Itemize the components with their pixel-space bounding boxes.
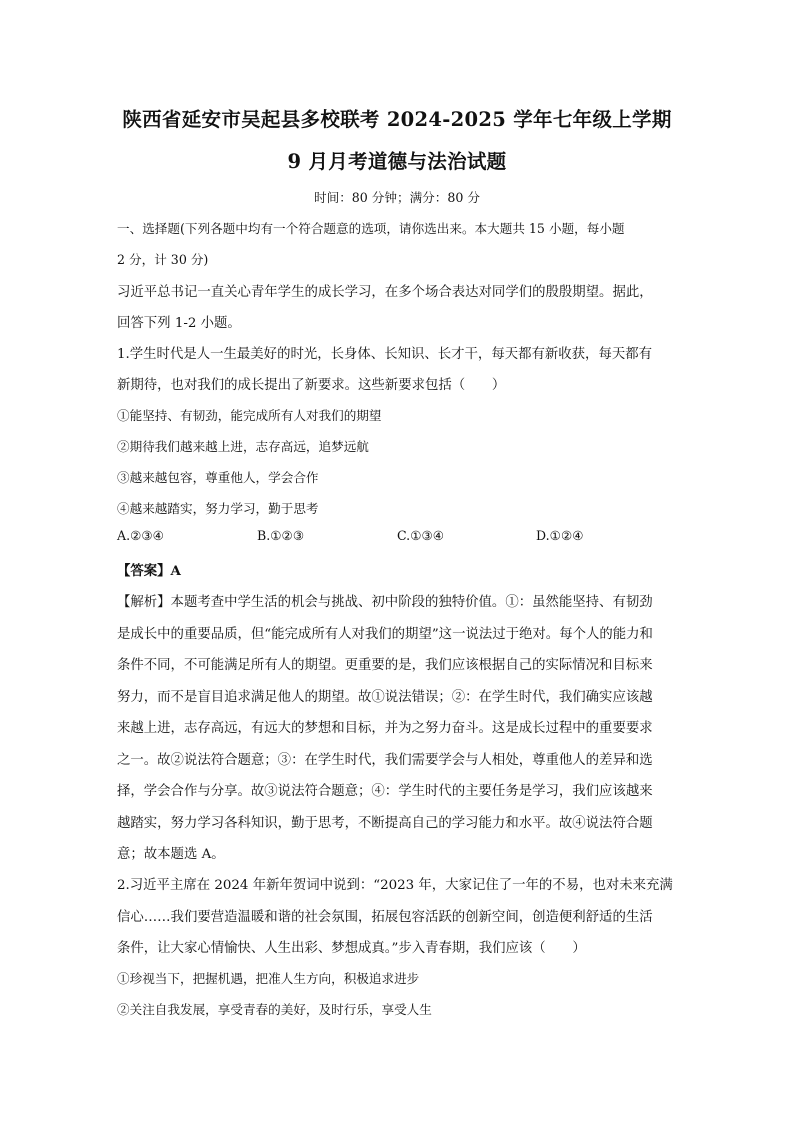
question-1-analysis-line: 努力，而不是盲目追求满足他人的期望。故①说法错误；②：在学生时代，我们确实应该越 (117, 690, 653, 705)
question-1-item: ④越来越踏实，努力学习，勤于思考 (117, 501, 319, 516)
section-heading: 一、选择题(下列各题中均有一个符合题意的选项，请你选出来。本大题共 15 小题，每小题 (117, 221, 625, 236)
option-d: D.①②④ (536, 528, 584, 543)
question-1-stem-cont: 新期待，也对我们的成长提出了新要求。这些新要求包括（ ） (117, 378, 506, 393)
question-1-options (0, 528, 794, 548)
question-1-analysis-line: 择，学会合作与分享。故③说法符合题意；④：学生时代的主要任务是学习，我们应该越来 (117, 784, 653, 799)
option-b: B.①②③ (257, 528, 305, 543)
question-1-stem: 1.学生时代是人一生最美好的时光，长身体、长知识、长才干，每天都有新收获，每天都有 (117, 347, 653, 362)
question-1-analysis-line: 之一。故②说法符合题意；③：在学生时代，我们需要学会与人相处，尊重他人的差异和选 (117, 753, 653, 768)
option-c: C.①③④ (397, 528, 445, 543)
exam-title-line-2: 9 月月考道德与法治试题 (287, 150, 507, 173)
material-text-cont: 回答下列 1-2 小题。 (117, 316, 241, 331)
question-1-item: ③越来越包容，尊重他人，学会合作 (117, 470, 319, 485)
question-2-stem-cont: 条件，让大家心情愉快、人生出彩、梦想成真。”步入青春期，我们应该（ ） (117, 941, 586, 956)
material-text: 习近平总书记一直关心青年学生的成长学习，在多个场合表达对同学们的殷殷期望。据此， (117, 285, 653, 300)
question-1-item: ①能坚持、有韧劲，能完成所有人对我们的期望 (117, 408, 382, 423)
exam-meta: 时间：80 分钟；满分：80 分 (314, 190, 480, 205)
exam-title-line-1: 陕西省延安市吴起县多校联考 2024-2025 学年七年级上学期 (122, 108, 672, 131)
question-1-analysis-line: 是成长中的重要品质，但“能完成所有人对我们的期望”这一说法过于绝对。每个人的能力和 (117, 627, 653, 642)
question-1-item: ②期待我们越来越上进，志存高远，追梦远航 (117, 439, 369, 454)
question-2-stem-cont: 信心……我们要营造温暖和谐的社会氛围，拓展包容活跃的创新空间，创造便利舒适的生活 (117, 910, 653, 925)
question-1-analysis-line: 【解析】本题考查中学生活的机会与挑战、初中阶段的独特价值。①：虽然能坚持、有韧劲 (117, 595, 653, 610)
question-1-analysis-line: 越踏实，努力学习各科知识，勤于思考，不断提高自己的学习能力和水平。故④说法符合题 (117, 816, 653, 831)
question-1-analysis-line: 来越上进，志存高远，有远大的梦想和目标，并为之努力奋斗。这是成长过程中的重要要求 (117, 721, 653, 736)
question-2-stem: 2.习近平主席在 2024 年新年贺词中说到：“2023 年，大家记住了一年的不易，也对未来充满 (117, 878, 673, 893)
question-2-item: ②关注自我发展，享受青春的美好，及时行乐，享受人生 (117, 1002, 432, 1017)
question-1-analysis-line: 条件不同，不可能满足所有人的期望。更重要的是，我们应该根据自己的实际情况和目标来 (117, 658, 653, 673)
question-1-analysis-line: 意；故本题选 A。 (117, 847, 225, 862)
question-1-answer: 【答案】A (117, 563, 181, 579)
option-a: A.②③④ (117, 528, 164, 543)
section-heading-cont: 2 分，计 30 分) (117, 252, 209, 267)
question-2-item: ①珍视当下，把握机遇，把准人生方向，积极追求进步 (117, 971, 420, 986)
